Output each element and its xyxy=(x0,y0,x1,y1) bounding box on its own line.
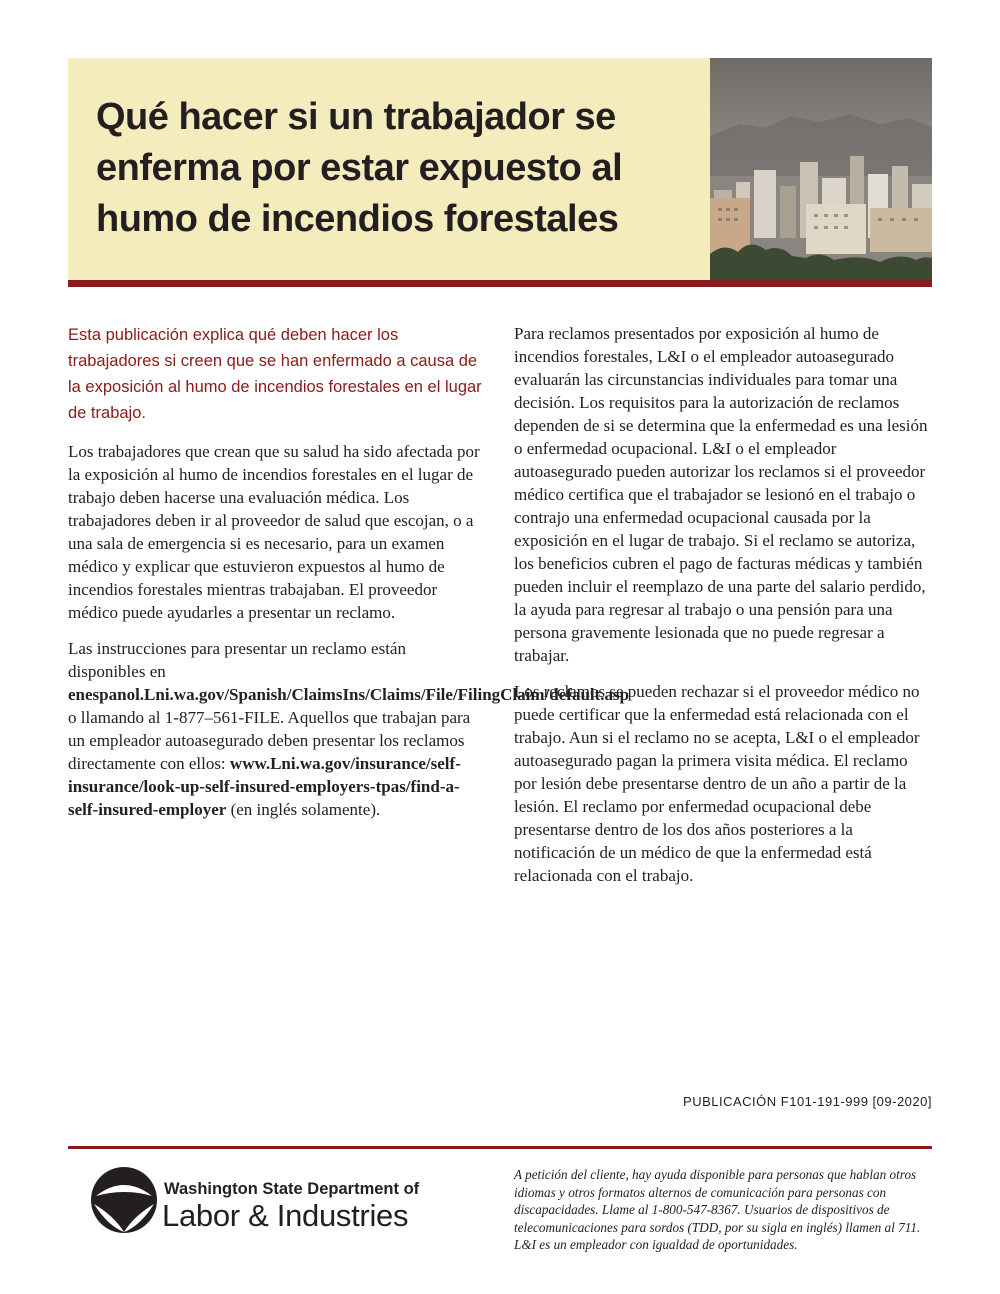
instructions-paragraph: Las instrucciones para presentar un reclamo están disponibles en enespanol.Lni.wa.gov/Spanish/ClaimsIns/Claims/File/FilingClaim/default.asp o llamando al 1-877–561-FILE. Aquellos que trabajan para un empleador autoasegurado deben presentar los reclamos directamente con ellos: www.Lni.wa.gov/insurance/self-insurance/look-up-self-insured-employers-tpas/find-a-self-insured-employer (en inglés solamente). xyxy=(68,639,630,819)
self-insured-employer-link[interactable]: www.Lni.wa.gov/insurance/self-insurance/look-up-self-insured-employers-tpas/find-a-self-insured-employer xyxy=(68,754,461,819)
header-banner xyxy=(68,58,932,280)
evaluation-paragraph: Los trabajadores que crean que su salud ha sido afectada por la exposición al humo de incendios forestales en el lugar de trabajo deben hacerse una evaluación médica. Los trabajadores deben ir al proveedor de salud que escojan, o a una sala de emergencia si es necesario, para un examen médico y explicar que estuvieron expuestos al humo de incendios forestales mientras trabajaban. El proveedor médico puede ayudarles a presentar un reclamo. xyxy=(68,442,480,622)
filing-claim-link[interactable]: enespanol.Lni.wa.gov/Spanish/ClaimsIns/Claims/File/FilingClaim/default.asp xyxy=(68,685,630,704)
publication-number: PUBLICACIÓN F101-191-999 [09-2020] xyxy=(683,1094,932,1109)
right-column xyxy=(514,322,932,900)
claims-rejection-paragraph: Los reclamos se pueden rechazar si el proveedor médico no puede certificar que la enfermedad está relacionada con el trabajo. Aun si el reclamo no se acepta, L&I o el empleador autoasegurado pagan la primera visita médica. El reclamo por lesión debe presentarse dentro de un año a partir de la lesión. El reclamo por enfermedad ocupacional debe presentarse dentro de los dos años posteriores a la notificación de un médico de que la enfermedad está relacionada con el trabajo. xyxy=(514,682,920,885)
city-smoke-photo xyxy=(710,58,932,280)
claims-evaluation-paragraph: Para reclamos presentados por exposición al humo de incendios forestales, L&I o el empleador autoasegurado evaluarán las circunstancias individuales para tomar una decisión. Los requisitos para la autorización de reclamos dependen de si se determina que la enfermedad es una lesión o enfermedad ocupacional. L&I o el empleador autoasegurado pueden autorizar los reclamos si el proveedor médico certifica que el trabajador se lesionó en el trabajo o contrajo una enfermedad ocupacional causada por la exposición en el lugar de trabajo. Si el reclamo se autoriza, los beneficios cubren el pago de facturas médicas y también pueden incluir el reemplazo de una parte del salario perdido, la ayuda para regresar al trabajo o una pensión para una persona gravemente lesionada que no puede regresar a trabajar. xyxy=(514,324,928,665)
agency-name-line1: Washington State Department of xyxy=(164,1180,420,1198)
agency-name-line2: Labor & Industries xyxy=(162,1198,409,1233)
header-divider xyxy=(68,280,932,287)
page-title: Qué hacer si un trabajador se enferma por estar expuesto al humo de incendios forestales xyxy=(96,96,623,240)
lni-logo-icon xyxy=(84,1166,164,1236)
left-column xyxy=(68,322,630,834)
intro-paragraph: Esta publicación explica qué deben hacer los trabajadores si creen que se han enfermado a causa de la exposición al humo de incendios forestales en el lugar de trabajo. xyxy=(68,326,482,422)
footer-divider xyxy=(68,1146,932,1149)
accessibility-notice: A petición del cliente, hay ayuda disponible para personas que hablan otros idiomas y otros formatos alternos de comunicación para personas con discapacidades. Llame al 1-800-547-8367. Usuarios de dispositivos de telecomunicaciones para sordos (TDD, por su sigla en inglés) llamen al 711. L&I es un empleador con igualdad de oportunidades. xyxy=(514,1167,921,1252)
